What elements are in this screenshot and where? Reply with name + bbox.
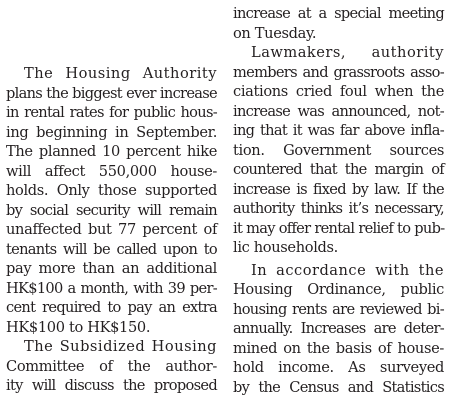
- text-line: The planned 10 percent hike: [6, 143, 217, 160]
- left-column: [6, 64, 217, 396]
- text-line: The Subsidized Housing: [24, 338, 217, 355]
- text-line: increase was announced, not-: [233, 102, 444, 120]
- text-line: by the Census and Statistics: [233, 378, 444, 396]
- text-line: unaffected but 77 percent of: [6, 221, 217, 238]
- text-line: hold income. As surveyed: [233, 359, 444, 376]
- text-line: lic households.: [233, 239, 338, 256]
- text-line: by social security will remain: [6, 201, 217, 219]
- text-line: annually. Increases are deter-: [233, 320, 444, 337]
- text-line: ing beginning in September.: [6, 123, 217, 141]
- text-line: The Housing Authority: [24, 65, 217, 82]
- text-line: HK$100 a month, with 39 per-: [6, 279, 217, 297]
- text-line: ciations cried foul when the: [233, 83, 444, 100]
- text-line: Lawmakers, authority: [251, 44, 444, 61]
- text-line: housing rents are reviewed bi-: [233, 300, 444, 318]
- text-line: tion. Government sources: [233, 141, 444, 159]
- text-line: In accordance with the: [251, 261, 444, 279]
- text-line: in rental rates for public hous-: [6, 104, 217, 121]
- text-line: countered that the margin of: [233, 161, 444, 178]
- text-line: holds. Only those supported: [6, 182, 217, 199]
- text-line: ing that it was far above infla-: [233, 122, 444, 139]
- text-line: plans the biggest ever increase: [6, 84, 217, 102]
- text-line: it may offer rental relief to pub-: [233, 219, 445, 237]
- text-line: Committee of the author-: [6, 357, 217, 375]
- text-line: tenants will be called upon to: [6, 240, 217, 258]
- text-line: cent required to pay an extra: [6, 299, 217, 316]
- text-line: pay more than an additional: [6, 260, 217, 277]
- text-line: authority thinks it’s necessary,: [233, 200, 444, 217]
- text-line: on Tuesday.: [233, 24, 317, 42]
- text-line: ity will discuss the proposed: [6, 377, 217, 394]
- text-line: mined on the basis of house-: [233, 339, 444, 357]
- text-line: HK$100 to HK$150.: [6, 318, 151, 336]
- text-line: increase at a special meeting: [233, 5, 444, 22]
- text-line: increase is fixed by law. If the: [233, 180, 444, 198]
- right-column: [233, 4, 444, 397]
- text-line: Housing Ordinance, public: [233, 281, 444, 298]
- text-line: will affect 550,000 house-: [6, 162, 217, 180]
- text-line: members and grassroots asso-: [233, 63, 444, 81]
